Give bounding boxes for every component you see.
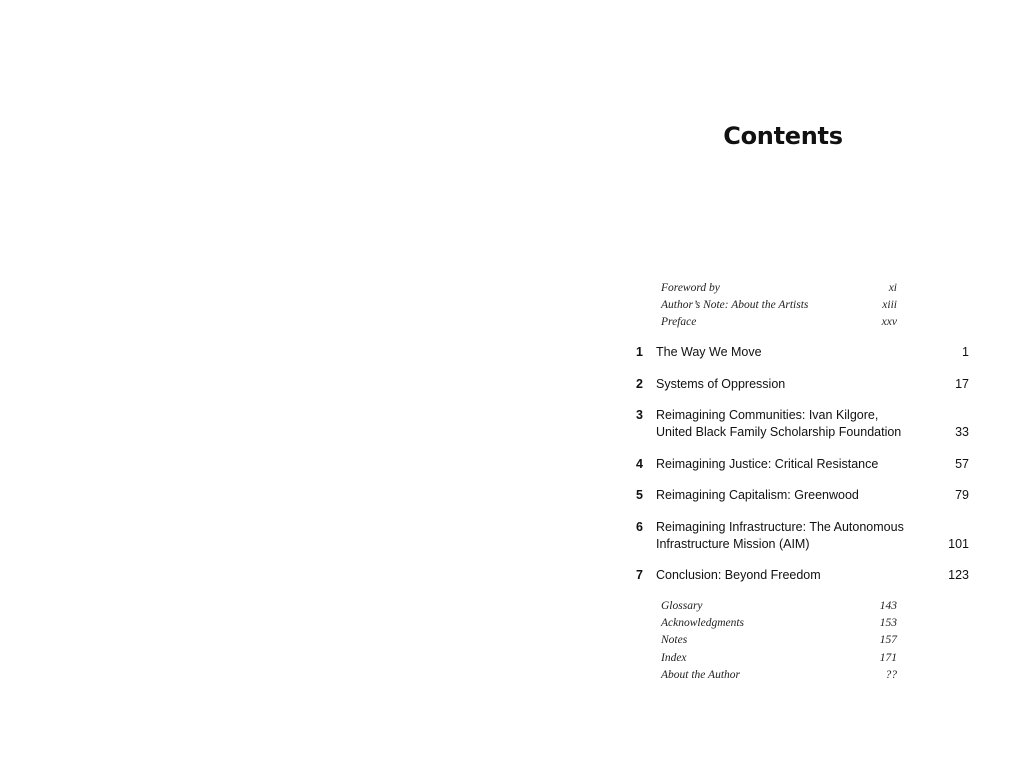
- back-matter-entry: [661, 598, 897, 615]
- chapter-number: 4: [636, 456, 643, 471]
- back-matter-list: [661, 598, 897, 684]
- chapter-entry: [636, 567, 969, 584]
- chapter-entry: [636, 519, 969, 553]
- chapter-number: 3: [636, 408, 643, 422]
- chapter-page: 17: [955, 376, 969, 391]
- entry-title: Notes: [661, 634, 688, 647]
- chapter-number: 2: [636, 376, 643, 391]
- chapter-page: 57: [955, 456, 969, 471]
- chapter-page: 1: [962, 345, 969, 359]
- chapter-page: 123: [948, 568, 969, 582]
- chapter-number: 6: [636, 519, 643, 534]
- entry-title: About the Author: [661, 668, 741, 681]
- chapter-title: The Way We Move: [656, 345, 762, 359]
- front-matter-list: [661, 280, 897, 332]
- chapter-entry: [636, 344, 969, 361]
- entry-page: xi: [888, 282, 897, 294]
- front-matter-entry: [661, 280, 897, 297]
- chapter-number: 1: [636, 345, 643, 359]
- entry-page: 171: [879, 651, 897, 664]
- chapter-page: 79: [955, 488, 969, 502]
- back-matter-entry: [661, 632, 897, 649]
- back-matter-entry: [661, 650, 897, 667]
- back-matter-entry: [661, 667, 897, 684]
- chapter-number: 5: [636, 488, 643, 502]
- front-matter-entry: [661, 297, 897, 314]
- entry-title: Foreword by: [661, 282, 720, 294]
- entry-page: 153: [879, 617, 897, 630]
- chapter-title: Reimagining Capitalism: Greenwood: [656, 488, 859, 502]
- entry-page: xxv: [881, 316, 897, 329]
- entry-page: 143: [879, 600, 897, 612]
- chapter-title: Conclusion: Beyond Freedom: [656, 568, 821, 582]
- chapter-title: Reimagining Infrastructure: The Autonomous Infrastructure Mission (AIM): [656, 519, 904, 551]
- chapter-title: Systems of Oppression: [656, 376, 786, 391]
- entry-title: Preface: [661, 316, 697, 329]
- entry-title: Index: [661, 651, 687, 664]
- entry-page: xiii: [882, 299, 897, 312]
- chapter-page: 33: [955, 425, 969, 439]
- chapter-entry: [636, 376, 969, 393]
- page-title: Contents: [723, 122, 843, 150]
- chapter-title: Reimagining Justice: Critical Resistance: [656, 456, 879, 471]
- chapter-title: Reimagining Communities: Ivan Kilgore, United Black Family Scholarship Foundation: [656, 408, 902, 439]
- chapter-number: 7: [636, 568, 643, 582]
- chapter-list: [636, 344, 969, 599]
- entry-title: Glossary: [661, 600, 703, 612]
- chapter-entry: [636, 407, 969, 441]
- entry-page: ??: [885, 668, 897, 681]
- chapter-entry: [636, 456, 969, 473]
- front-matter-entry: [661, 314, 897, 331]
- entry-title: Acknowledgments: [661, 617, 745, 630]
- back-matter-entry: [661, 615, 897, 632]
- chapter-page: 101: [948, 536, 969, 551]
- entry-title: Author’s Note: About the Artists: [661, 299, 809, 312]
- chapter-entry: [636, 487, 969, 504]
- entry-page: 157: [879, 634, 897, 647]
